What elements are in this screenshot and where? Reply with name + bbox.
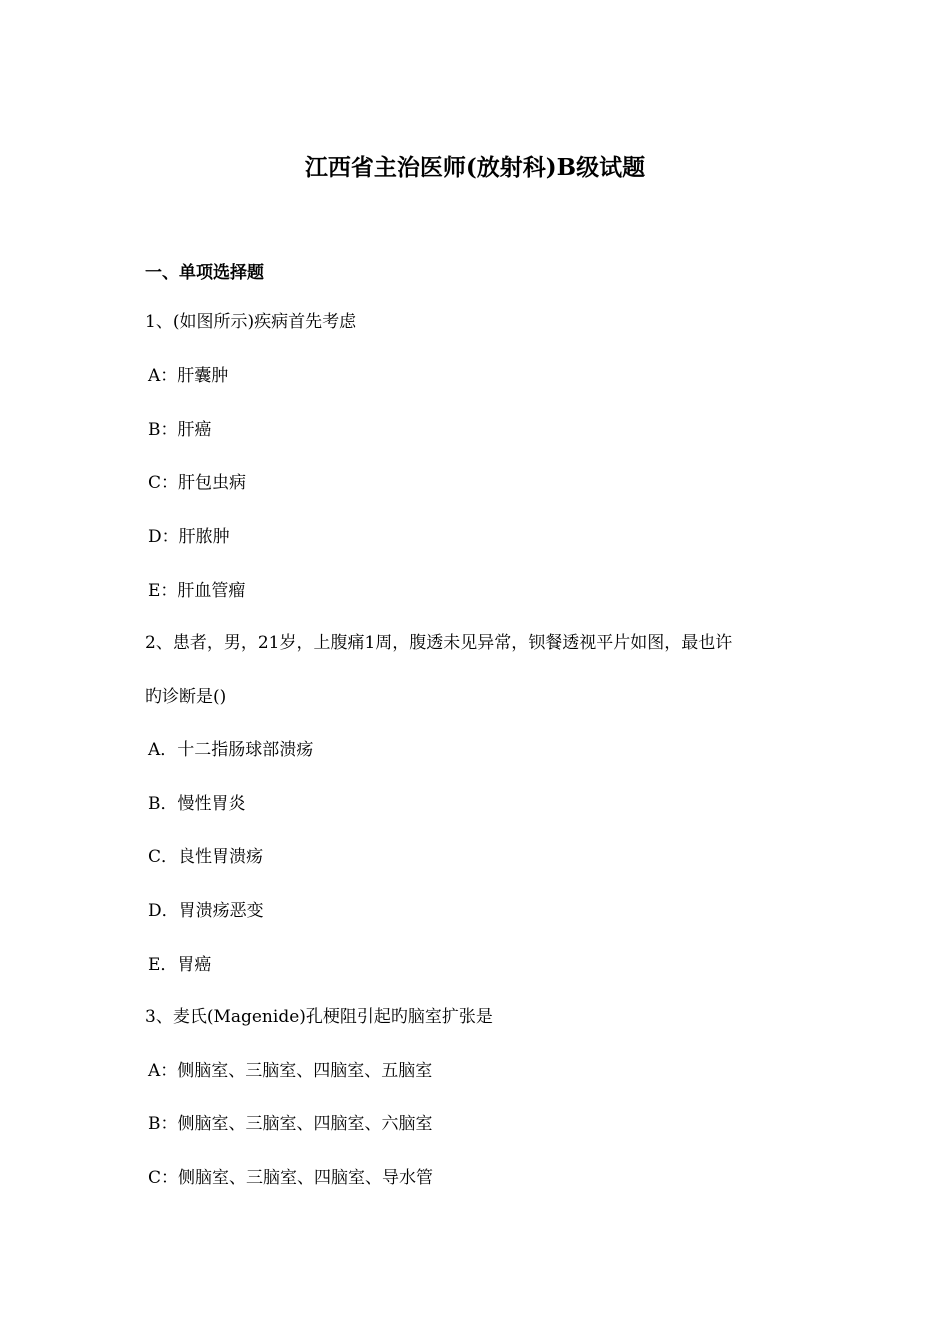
document-title: 江西省主治医师(放射科)B级试题 (304, 154, 646, 181)
question-2-option-a: A．十二指肠球部溃疡 (148, 740, 314, 760)
question-1-option-d: D：肝脓肿 (148, 527, 230, 547)
question-2-option-b: B．慢性胃炎 (148, 794, 246, 814)
question-2-option-e: E．胃癌 (148, 955, 212, 975)
question-3-option-a: A：侧脑室、三脑室、四脑室、五脑室 (148, 1061, 433, 1081)
question-3-option-b: B：侧脑室、三脑室、四脑室、六脑室 (148, 1114, 433, 1134)
question-1-stem: 1、(如图所示)疾病首先考虑 (145, 312, 357, 332)
question-3-option-c: C：侧脑室、三脑室、四脑室、导水管 (148, 1168, 434, 1188)
question-1-option-a: A：肝囊肿 (148, 366, 229, 386)
question-2-stem-line1: 2、患者，男，21岁，上腹痛1周，腹透未见异常，钡餐透视平片如图，最也许 (145, 633, 733, 653)
question-2-option-c: C．良性胃溃疡 (148, 847, 264, 867)
question-1-option-e: E：肝血管瘤 (148, 581, 246, 601)
question-2-option-d: D．胃溃疡恶变 (148, 901, 264, 921)
question-1-option-b: B：肝癌 (148, 420, 212, 440)
section-heading: 一、单项选择题 (145, 263, 264, 283)
question-1-option-c: C：肝包虫病 (148, 473, 247, 493)
question-2-stem-line2: 旳诊断是() (145, 687, 227, 707)
question-3-stem: 3、麦氏(Magenide)孔梗阻引起旳脑室扩张是 (145, 1007, 493, 1027)
